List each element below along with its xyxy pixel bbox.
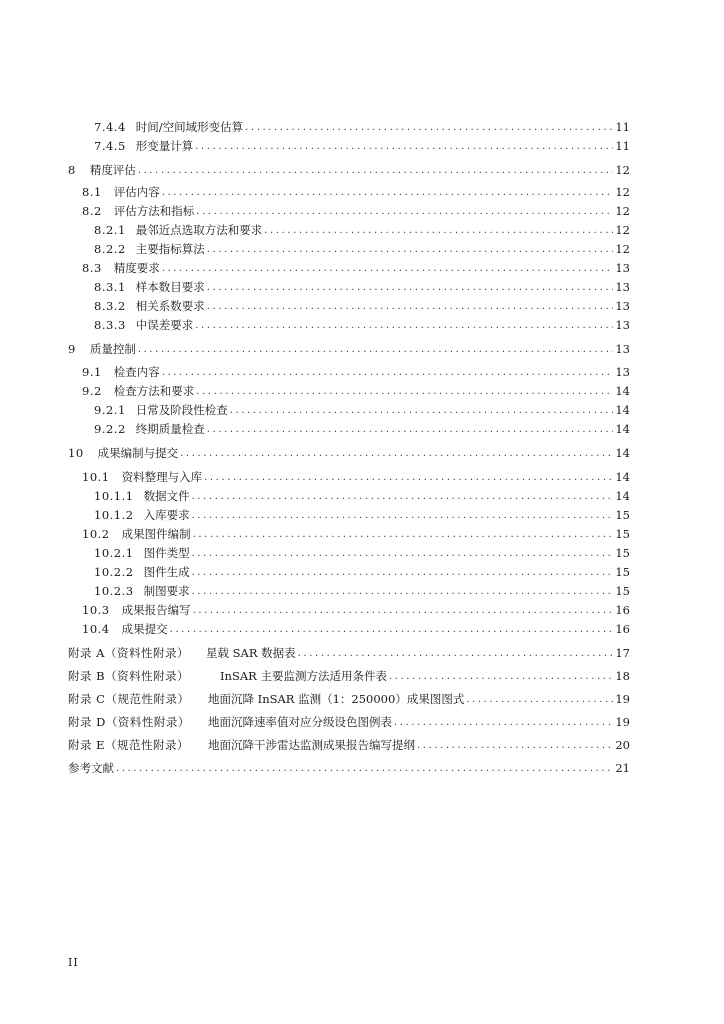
dot-leader [417,739,613,753]
toc-entry[interactable] [82,184,630,200]
toc-title: 图件类型 [143,546,190,560]
toc-title: 地面沉降干涉雷达监测成果报告编写提纲 [208,738,415,752]
dot-leader [192,490,614,504]
toc-number: 附录 E（规范性附录） [68,738,190,752]
dot-leader [245,121,613,135]
toc-entry[interactable] [82,364,630,380]
dot-leader [207,423,614,437]
toc-title: 成果提交 [121,622,168,636]
dot-leader [394,716,613,730]
toc-page-number: 14 [615,470,630,484]
toc-entry[interactable] [68,341,630,357]
toc-entry[interactable] [94,298,630,314]
dot-leader [195,319,613,333]
toc-title: 终期质量检查 [135,422,205,436]
toc-number: 附录 D（资料性附录） [68,715,190,729]
toc-title: 日常及阶段性检查 [135,403,228,417]
toc-title: 主要指标算法 [135,242,205,256]
toc-title: 评估方法和指标 [113,204,195,218]
toc-page-number: 11 [615,139,630,153]
toc-entry[interactable] [68,714,630,730]
toc-title: 质量控制 [89,342,136,356]
toc-number: 8.1 [82,185,102,199]
toc-title: 成果报告编写 [121,603,191,617]
toc-number: 附录 C（规范性附录） [68,692,190,706]
toc-title: 精度评估 [89,163,136,177]
toc-number: 9.2 [82,384,102,398]
toc-title: 检查内容 [113,365,160,379]
toc-number: 8.3 [82,261,102,275]
dot-leader [193,604,614,618]
toc-number: 附录 A（资料性附录） [68,646,189,660]
toc-page-number: 15 [615,527,630,541]
toc-number: 8.2 [82,204,102,218]
toc-entry[interactable] [82,260,630,276]
toc-page-number: 13 [615,365,630,379]
toc-entry[interactable] [82,203,630,219]
toc-title: 相关系数要求 [135,299,205,313]
toc-number: 8 [68,163,76,177]
toc-entry[interactable] [94,545,630,561]
toc-number: 10.2.3 [94,584,134,598]
toc-title: 数据文件 [143,489,190,503]
toc-page-number: 20 [615,738,630,752]
toc-number: 9.1 [82,365,102,379]
toc-entry[interactable] [82,602,630,618]
toc-title: 图件生成 [143,565,190,579]
toc-page-number: 17 [615,646,630,660]
toc-number: 10.1.2 [94,508,134,522]
dot-leader [230,404,614,418]
toc-page-number: 13 [615,299,630,313]
toc-entry[interactable] [94,317,630,333]
toc-page-number: 12 [615,185,630,199]
toc-number: 10.1 [82,470,110,484]
dot-leader [466,693,613,707]
toc-number: 10.2.1 [94,546,134,560]
toc-page-number: 14 [615,403,630,417]
toc-entry[interactable] [82,469,630,485]
dot-leader [204,471,613,485]
toc-entry[interactable] [94,222,630,238]
toc-number: 8.3.3 [94,318,126,332]
toc-entry[interactable] [68,691,630,707]
toc-entry[interactable] [94,564,630,580]
toc-title: 检查方法和要求 [113,384,195,398]
toc-entry[interactable] [82,383,630,399]
toc-number: 8.2.2 [94,242,126,256]
toc-page-number: 11 [615,120,630,134]
toc-page-number: 15 [615,546,630,560]
dot-leader [162,262,614,276]
toc-entry[interactable] [94,138,630,154]
toc-entry[interactable] [68,668,630,684]
toc-number: 10.1.1 [94,489,134,503]
toc-page-number: 13 [615,280,630,294]
toc-entry[interactable] [94,119,630,135]
toc-page-number: 14 [615,384,630,398]
toc-page-number: 13 [615,342,630,356]
toc-page-number: 14 [615,446,630,460]
toc-page-number: 18 [615,669,630,683]
toc-title: 时间/空间域形变估算 [135,120,244,134]
toc-title: 精度要求 [113,261,160,275]
toc-number: 10.4 [82,622,110,636]
toc-number: 10.3 [82,603,110,617]
toc-page-number: 16 [615,603,630,617]
toc-page-number: 15 [615,508,630,522]
toc-entry[interactable] [94,507,630,523]
toc-title: 入库要求 [143,508,190,522]
dot-leader [389,670,613,684]
toc-title: 样本数目要求 [135,280,205,294]
toc-number: 9 [68,342,76,356]
toc-title: 制图要求 [143,584,190,598]
toc-number: 8.2.1 [94,223,126,237]
toc-number: 8.3.1 [94,280,126,294]
dot-leader [196,205,613,219]
toc-page-number: 21 [615,761,630,775]
toc-number: 9.2.2 [94,422,126,436]
toc-number: 10 [68,446,84,460]
toc-entry[interactable] [68,445,630,461]
toc-entry[interactable] [94,402,630,418]
toc-page-number: 12 [615,242,630,256]
toc-number: 附录 B（资料性附录） [68,669,190,683]
toc-title: 中误差要求 [135,318,194,332]
toc-number: 7.4.5 [94,139,126,153]
dot-leader [170,623,614,637]
toc-page-number: 14 [615,422,630,436]
dot-leader [298,647,614,661]
toc-entry[interactable] [68,162,630,178]
toc-entry[interactable] [68,737,630,753]
toc-page-number: 13 [615,318,630,332]
toc-entry[interactable] [68,645,630,661]
toc-page-number: 14 [615,489,630,503]
dot-leader [192,547,614,561]
page-number-footer: II [68,956,79,969]
dot-leader [193,528,614,542]
toc-number: 8.3.2 [94,299,126,313]
toc-title: 资料整理与入库 [121,470,203,484]
toc-page-number: 12 [615,223,630,237]
dot-leader [207,243,614,257]
dot-leader [138,343,614,357]
dot-leader [207,281,614,295]
toc-page-number: 13 [615,261,630,275]
toc-page-number: 19 [615,715,630,729]
toc-page-number: 12 [615,204,630,218]
toc-entry[interactable] [94,241,630,257]
toc-page-number: 19 [615,692,630,706]
toc-page-number: 15 [615,584,630,598]
toc-title: 成果图件编制 [121,527,191,541]
dot-leader [180,447,613,461]
toc-entry[interactable] [94,421,630,437]
toc-number: 10.2 [82,527,110,541]
toc-page-number: 15 [615,565,630,579]
toc-entry[interactable] [94,488,630,504]
dot-leader [192,566,614,580]
toc-entry-references[interactable] [68,760,630,776]
dot-leader [196,385,613,399]
toc-title: 成果编制与提交 [97,446,179,460]
toc-number: 9.2.1 [94,403,126,417]
toc-title: 最邻近点选取方法和要求 [135,223,263,237]
toc-entry[interactable] [82,621,630,637]
toc-title: InSAR 主要监测方法适用条件表 [220,669,387,683]
toc-title: 评估内容 [113,185,160,199]
dot-leader [195,140,613,154]
dot-leader [116,762,613,776]
toc-title: 地面沉降速率值对应分级设色图例表 [208,715,392,729]
dot-leader [192,509,614,523]
dot-leader [162,366,614,380]
toc-number: 10.2.2 [94,565,134,579]
toc-title: 形变量计算 [135,139,194,153]
toc-page-number: 16 [615,622,630,636]
dot-leader [207,300,614,314]
dot-leader [192,585,614,599]
dot-leader [162,186,614,200]
dot-leader [264,224,613,238]
toc-title: 星载 SAR 数据表 [206,646,296,660]
toc-entry[interactable] [94,279,630,295]
toc-entry[interactable] [82,526,630,542]
toc-title: 地面沉降 InSAR 监测（1：250000）成果图图式 [208,692,465,706]
toc-number: 7.4.4 [94,120,126,134]
dot-leader [138,164,614,178]
toc-page-number: 12 [615,163,630,177]
toc-title: 参考文献 [68,761,114,775]
toc-entry[interactable] [94,583,630,599]
